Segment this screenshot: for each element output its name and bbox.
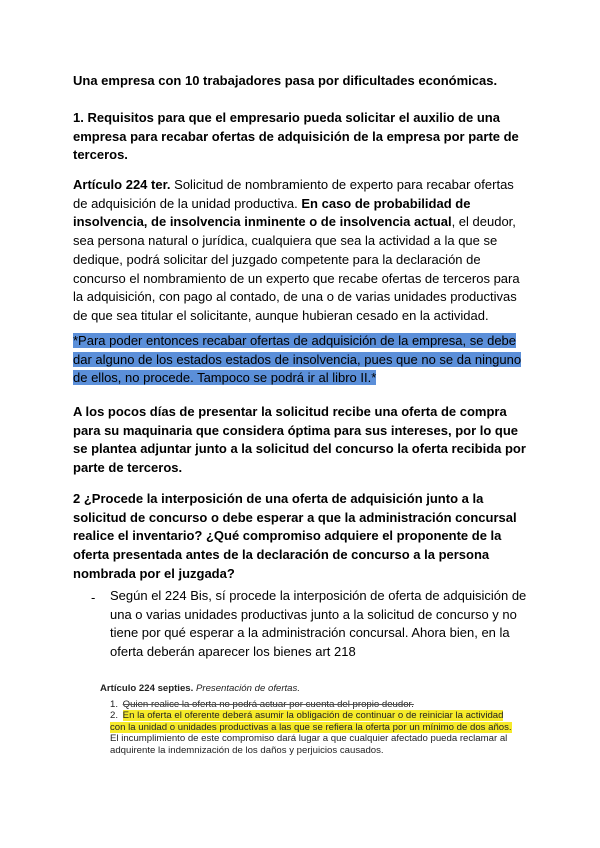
insolvency-note (73, 332, 528, 388)
bullet-dash: - (91, 590, 96, 605)
highlighted-note: *Para poder entonces recabar ofertas de adquisición de la empresa, se debe dar alguno de los estados estados de insolvencia, pues que no se da ninguno de ellos, no procede. Tampoco se podrá ir al libro II.* (73, 333, 522, 386)
excerpt-item-1-text: Quien realice la oferta no podrá actuar por cuenta del propio deudor. (122, 698, 414, 710)
excerpt-item-2-highlight: En la oferta el oferente deberá asumir la obligación de continuar o de reiniciar la actividad con la unidad o unidades productivas a las que se refiera la oferta por un mínimo de dos años. (110, 710, 512, 733)
excerpt-item-2-number: 2. (110, 710, 119, 722)
excerpt-title: Presentación de ofertas. (195, 683, 300, 694)
answer-paragraph: Según el 224 Bis, sí procede la interposición de oferta de adquisición de una o varias unidades productivas junto a la solicitud de concurso y no tiene por qué esperar a la administración concursal. Ahora bien, en la oferta deberán aparecer los bienes art 218 (110, 588, 527, 660)
intro-heading: Una empresa con 10 trabajadores pasa por dificultades económicas. (73, 73, 498, 88)
scenario-paragraph: A los pocos días de presentar la solicitud recibe una oferta de compra para su maquinaria que considera óptima para sus intereses, por lo que se plantea adjuntar junto a la solicitud del concurso la oferta recibida por parte de terceros. (73, 404, 526, 476)
question-2: 2 ¿Procede la interposición de una oferta de adquisición junto a la solicitud de concurso o debe esperar a que la administración concursal realice el inventario? ¿Qué compromiso adquiere el proponente de la oferta presentada antes de la declaración de concurso a la persona nombrada por el juzgada? (73, 491, 517, 581)
excerpt-article: Artículo 224 septies. (100, 683, 194, 694)
excerpt-item-1-number: 1. (110, 698, 119, 710)
question-1: 1. Requisitos para que el empresario pueda solicitar el auxilio de una empresa para recabar ofertas de adquisición de la empresa por parte de terceros. (73, 110, 519, 163)
article-224-septies-excerpt (100, 683, 518, 757)
article-label: Artículo 224 ter. (73, 177, 171, 192)
excerpt-item-1 (100, 699, 518, 711)
excerpt-item-2 (100, 710, 518, 756)
article-224-ter (73, 176, 528, 326)
article-text-b: , el deudor, sea persona natural o jurídica, cualquiera que sea la actividad a la que se dedique, podrá solicitar del juzgado competente para la declaración de concurso el nombramiento de un experto que recabe ofertas de terceros para la adquisición, con pago al contado, de una o de varias unidades productivas de que sea titular el solicitante, aunque hubieran cesado en la actividad. (73, 214, 520, 323)
excerpt-heading (100, 683, 518, 695)
article-text-a: Solicitud de nombramiento de experto para recabar ofertas de adquisición de la unidad productiva. (73, 177, 514, 211)
excerpt-item-2-rest: El incumplimiento de este compromiso dará lugar a que cualquier afectado pueda reclamar al adquirente la indemnización de los daños y perjuicios causados. (110, 733, 508, 756)
article-text-bold: En caso de probabilidad de insolvencia, de insolvencia inminente o de insolvencia actual (73, 195, 471, 230)
